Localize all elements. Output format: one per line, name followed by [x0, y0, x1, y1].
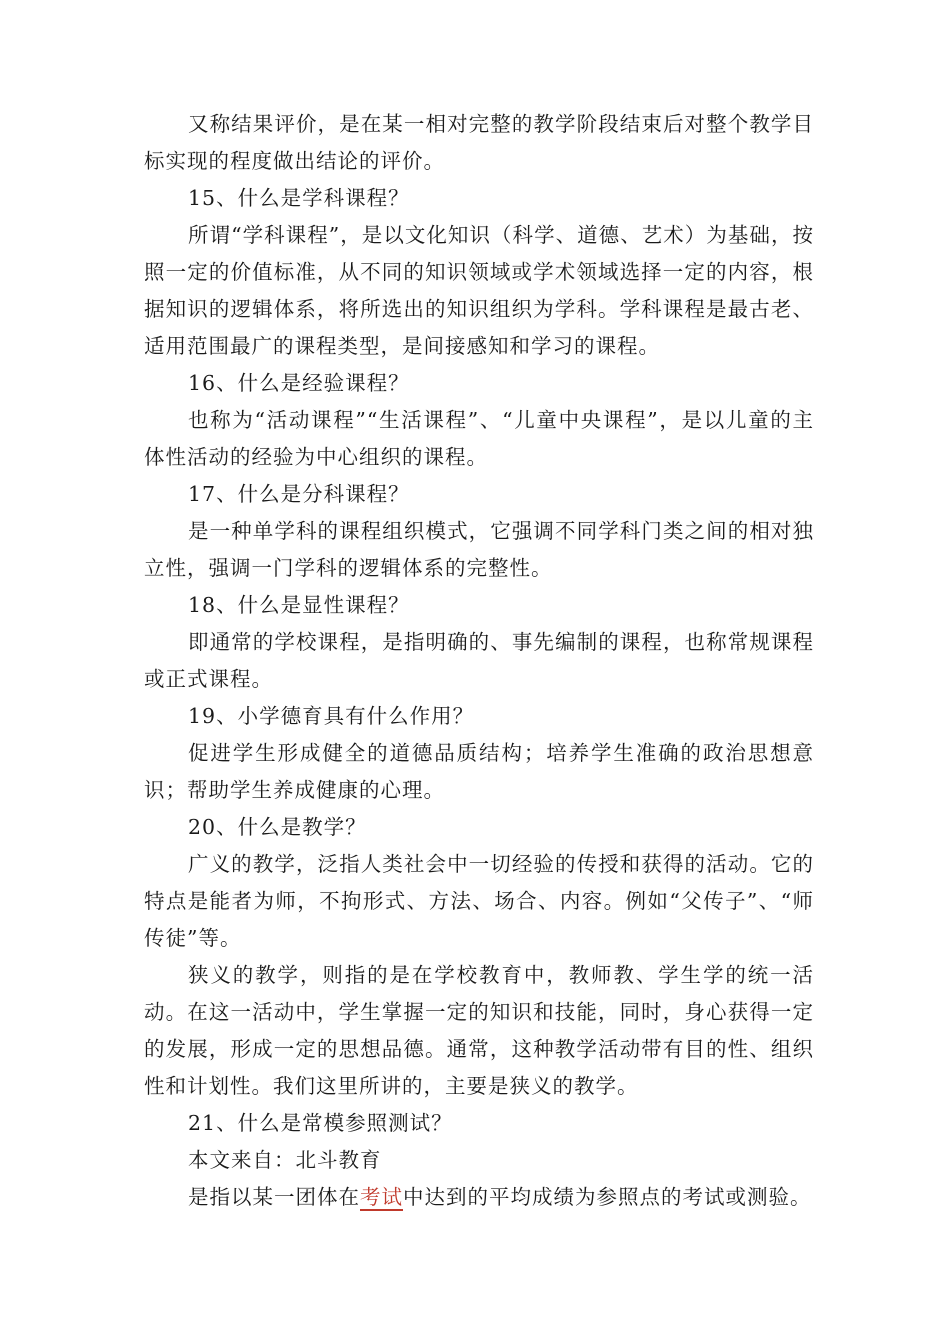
question-15: 15、什么是学科课程？ [188, 186, 410, 210]
document-body [144, 106, 814, 1216]
source-note: 本文来自：北斗教育 [188, 1148, 382, 1172]
answer-18: 即通常的学校课程，是指明确的、事先编制的课程，也称常规课程或正式课程。 [144, 630, 814, 691]
question-19: 19、小学德育具有什么作用？ [188, 704, 475, 728]
question-17: 17、什么是分科课程？ [188, 482, 410, 506]
answer-21 [144, 1179, 814, 1216]
answer-21-after: 中达到的平均成绩为参照点的考试或测验。 [403, 1185, 812, 1209]
question-16: 16、什么是经验课程？ [188, 371, 410, 395]
question-18: 18、什么是显性课程？ [188, 593, 410, 617]
answer-20-broad: 广义的教学，泛指人类社会中一切经验的传授和获得的活动。它的特点是能者为师，不拘形式、方法、场合、内容。例如“父传子”、“师传徒”等。 [144, 852, 814, 950]
exam-link[interactable]: 考试 [360, 1185, 403, 1209]
answer-20-narrow: 狭义的教学，则指的是在学校教育中，教师教、学生学的统一活动。在这一活动中，学生掌握一定的知识和技能，同时，身心获得一定的发展，形成一定的思想品德。通常，这种教学活动带有目的性、组织性和计划性。我们这里所讲的，主要是狭义的教学。 [144, 963, 814, 1098]
question-20: 20、什么是教学？ [188, 815, 367, 839]
answer-15: 所谓“学科课程”，是以文化知识（科学、道德、艺术）为基础，按照一定的价值标准，从不同的知识领域或学术领域选择一定的内容，根据知识的逻辑体系，将所选出的知识组织为学科。学科课程是最古老、适用范围最广的课程类型，是间接感知和学习的课程。 [144, 223, 814, 358]
answer-19: 促进学生形成健全的道德品质结构；培养学生准确的政治思想意识；帮助学生养成健康的心理。 [144, 741, 814, 802]
paragraph-summative-evaluation: 又称结果评价，是在某一相对完整的教学阶段结束后对整个教学目标实现的程度做出结论的评价。 [144, 112, 814, 173]
answer-17: 是一种单学科的课程组织模式，它强调不同学科门类之间的相对独立性，强调一门学科的逻辑体系的完整性。 [144, 519, 814, 580]
answer-21-before: 是指以某一团体在 [188, 1185, 360, 1209]
answer-16: 也称为“活动课程”“生活课程”、“儿童中央课程”，是以儿童的主体性活动的经验为中心组织的课程。 [144, 408, 814, 469]
question-21: 21、什么是常模参照测试？ [188, 1111, 453, 1135]
